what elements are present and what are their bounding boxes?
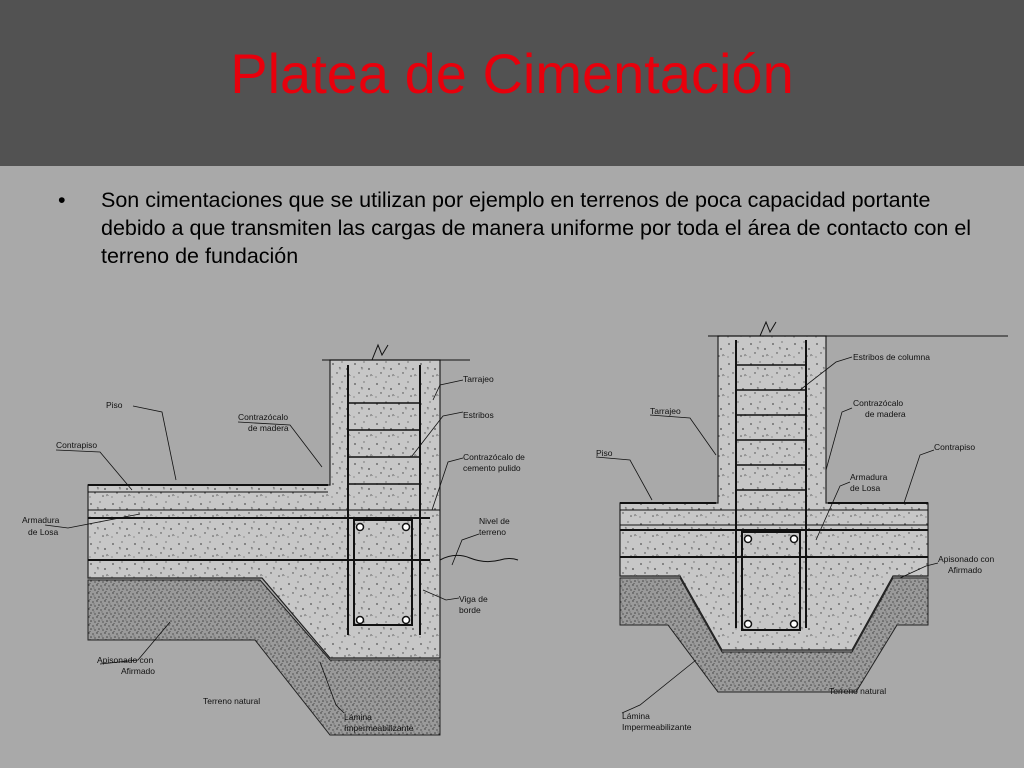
right-label-contrazocalo-1: Contrazócalo [853,398,904,408]
left-label-apisonado-2: Afirmado [121,666,156,676]
right-label-piso: Piso [596,448,613,458]
left-label-viga-1: Viga de [459,594,488,604]
slide-title: Platea de Cimentación [230,42,794,105]
left-label-armadura-2: de Losa [28,527,59,537]
bullet-dot: • [58,188,66,212]
right-label-armadura-1: Armadura [850,472,888,482]
right-label-lamina-2: Impermeabilizante [622,722,692,732]
right-label-armadura-2: de Losa [850,483,881,493]
left-label-viga-2: borde [459,605,481,615]
right-label-contrazocalo-2: de madera [865,409,906,419]
left-label-lamina-1: Lámina [344,712,372,722]
bullet-text: Son cimentaciones que se utilizan por ejemplo en terrenos de poca capacidad portante debido a que transmiten las cargas de manera uniforme por toda el área de contacto con el terreno de fundación [101,188,972,268]
left-label-piso: Piso [106,400,123,410]
right-label-estribos-columna: Estribos de columna [853,352,931,362]
left-label-lamina-2: Impermeabilizante [344,723,414,733]
left-label-contrazocalo-cemento-2: cemento pulido [463,463,521,473]
left-label-terreno-natural: Terreno natural [203,696,261,706]
left-label-estribos: Estribos [463,410,494,420]
left-label-nivel-1: Nivel de [479,516,510,526]
left-label-contrazocalo-madera-1: Contrazócalo [238,412,289,422]
left-label-contrazocalo-madera-2: de madera [248,423,289,433]
left-label-tarrajeo: Tarrajeo [463,374,494,384]
right-section-drawing [596,322,1008,732]
left-section-drawing [22,345,525,735]
right-label-terreno-natural: Terreno natural [829,686,887,696]
right-label-apisonado-1: Apisonado con [938,554,995,564]
left-label-contrapiso: Contrapiso [56,440,98,450]
left-label-contrazocalo-cemento-1: Contrazócalo de [463,452,525,462]
right-label-contrapiso: Contrapiso [934,442,976,452]
right-label-tarrajeo: Tarrajeo [650,406,681,416]
left-label-armadura-1: Armadura [22,515,60,525]
left-label-apisonado-1: Apisonado con [97,655,154,665]
right-label-apisonado-2: Afirmado [948,565,983,575]
left-label-nivel-2: terreno [479,527,506,537]
right-label-lamina-1: Lámina [622,711,650,721]
